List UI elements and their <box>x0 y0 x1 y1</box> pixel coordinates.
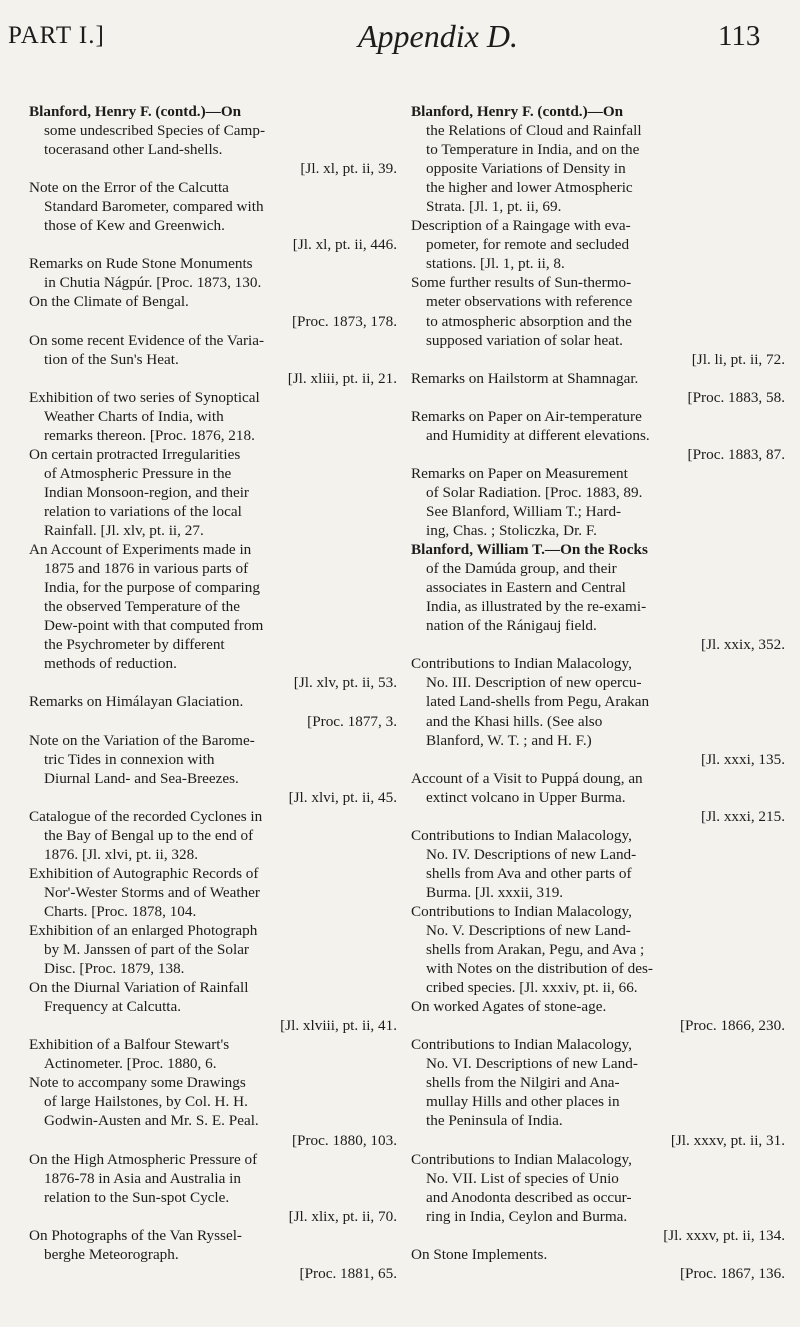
entry-line: some undescribed Species of Camp- <box>44 122 266 140</box>
bibliography-entry <box>29 1226 401 1283</box>
entry-line: remarks thereon. [Proc. 1876, 218. <box>44 426 255 444</box>
bibliography-entry <box>29 445 401 540</box>
bibliography-entry <box>29 331 401 388</box>
entry-line: berghe Meteorograph. <box>44 1245 179 1263</box>
entry-line: the observed Temperature of the <box>44 598 241 616</box>
entry-line: shells from the Nilgiri and Ana- <box>426 1074 620 1092</box>
entry-line: and Anodonta described as occur- <box>426 1188 632 1206</box>
entry-line: methods of reduction. <box>44 655 177 673</box>
bibliography-entry <box>411 216 789 273</box>
entry-line: mullay Hills and other places in <box>426 1093 620 1111</box>
entry-line: On certain protracted Irregularities <box>29 445 241 463</box>
entry-line: and Humidity at different elevations. <box>426 426 650 444</box>
bibliography-entry <box>29 1073 401 1149</box>
entry-line: tric Tides in connexion with <box>44 750 215 768</box>
entry-line: to atmospheric absorption and the <box>426 312 632 330</box>
entry-line: Actinometer. [Proc. 1880, 6. <box>44 1055 217 1073</box>
entry-line: by M. Janssen of part of the Solar <box>44 941 249 959</box>
entry-line: Exhibition of an enlarged Photograph <box>29 922 258 940</box>
entry-line: the higher and lower Atmospheric <box>426 179 633 197</box>
entry-line: On some recent Evidence of the Varia- <box>29 331 265 349</box>
entry-line: Account of a Visit to Puppá doung, an <box>411 769 643 787</box>
entry-line: No. VI. Descriptions of new Land- <box>426 1055 638 1073</box>
entry-line: No. IV. Descriptions of new Land- <box>426 845 637 863</box>
entry-line: Contributions to Indian Malacology, <box>411 902 632 920</box>
entry-line: Remarks on Paper on Air-temperature <box>411 407 642 425</box>
citation-reference: [Jl. xxix, 352. <box>701 636 785 654</box>
bibliography-entry <box>411 540 789 654</box>
entry-line: of the Damúda group, and their <box>426 560 617 578</box>
entry-line: meter observations with reference <box>426 293 633 311</box>
entry-line: On worked Agates of stone-age. <box>411 998 607 1016</box>
citation-reference: [Jl. xlix, pt. ii, 70. <box>288 1207 397 1225</box>
entry-line: 1876. [Jl. xlvi, pt. ii, 328. <box>44 845 198 863</box>
entry-line: opposite Variations of Density in <box>426 160 626 178</box>
entry-line: Standard Barometer, compared with <box>44 198 264 216</box>
left-column <box>29 102 401 1283</box>
entry-line: On the Climate of Bengal. <box>29 293 189 311</box>
citation-reference: [Jl. xlvi, pt. ii, 45. <box>288 788 397 806</box>
citation-reference: [Proc. 1881, 65. <box>299 1264 397 1282</box>
bibliography-entry <box>411 1150 789 1245</box>
bibliography-entry <box>29 540 401 692</box>
entry-line: in Chutia Nágpúr. [Proc. 1873, 130. <box>44 274 262 292</box>
bibliography-entry <box>29 731 401 807</box>
bibliography-entry <box>411 654 789 768</box>
bibliography-entry <box>29 921 401 978</box>
entry-line: No. VII. List of species of Unio <box>426 1169 619 1187</box>
citation-reference: [Jl. xxxi, 135. <box>701 750 785 768</box>
citation-reference: [Jl. xxxv, pt. ii, 134. <box>663 1226 785 1244</box>
entry-line: Note on the Error of the Calcutta <box>29 179 229 197</box>
citation-reference: [Jl. xlviii, pt. ii, 41. <box>280 1017 397 1035</box>
bibliography-entry <box>411 407 789 464</box>
bibliography-entry <box>411 1035 789 1149</box>
citation-reference: [Proc. 1880, 103. <box>291 1131 397 1149</box>
bibliography-entry <box>29 1150 401 1226</box>
entry-line: Rainfall. [Jl. xlv, pt. ii, 27. <box>44 522 204 540</box>
entry-line: 1876-78 in Asia and Australia in <box>44 1169 241 1187</box>
citation-reference: [Proc. 1877, 3. <box>307 712 397 730</box>
entry-line: relation to the Sun-spot Cycle. <box>44 1188 230 1206</box>
bibliography-entry <box>29 978 401 1035</box>
citation-reference: [Proc. 1883, 58. <box>687 388 785 406</box>
entry-line: Remarks on Rude Stone Monuments <box>29 255 253 273</box>
entry-line: India, for the purpose of comparing <box>44 579 260 597</box>
entry-line: associates in Eastern and Central <box>426 579 626 597</box>
entry-line: extinct volcano in Upper Burma. <box>426 788 626 806</box>
entry-line: Remarks on Himálayan Glaciation. <box>29 693 244 711</box>
bibliography-entry <box>411 273 789 368</box>
citation-reference: [Proc. 1873, 178. <box>291 312 397 330</box>
entry-line: India, as illustrated by the re-exami- <box>426 598 647 616</box>
entry-line: tion of the Sun's Heat. <box>44 350 179 368</box>
entry-line: Contributions to Indian Malacology, <box>411 655 632 673</box>
bibliography-entry <box>411 1245 789 1283</box>
bibliography-entry <box>29 1035 401 1073</box>
entry-line: Contributions to Indian Malacology, <box>411 1036 632 1054</box>
entry-line: Description of a Raingage with eva- <box>411 217 631 235</box>
entry-line: Contributions to Indian Malacology, <box>411 826 632 844</box>
entry-line: Exhibition of a Balfour Stewart's <box>29 1036 230 1054</box>
citation-reference: [Jl. xxxv, pt. ii, 31. <box>670 1131 785 1149</box>
citation-reference: [Jl. li, pt. ii, 72. <box>691 350 785 368</box>
right-column <box>411 102 789 1283</box>
entry-line: Diurnal Land- and Sea-Breezes. <box>44 769 239 787</box>
citation-reference: [Jl. xl, pt. ii, 39. <box>300 160 397 178</box>
bibliography-entry <box>29 254 401 292</box>
entry-line: the Bay of Bengal up to the end of <box>44 826 254 844</box>
bibliography-entry <box>411 369 789 407</box>
entry-line: of Solar Radiation. [Proc. 1883, 89. <box>426 483 643 501</box>
entry-line: Remarks on Paper on Measurement <box>411 464 628 482</box>
bibliography-entry <box>29 692 401 730</box>
entry-line: Indian Monsoon-region, and their <box>44 483 249 501</box>
entry-line: shells from Arakan, Pegu, and Ava ; <box>426 941 645 959</box>
entry-line: 1875 and 1876 in various parts of <box>44 560 249 578</box>
citation-reference: [Jl. xl, pt. ii, 446. <box>292 236 397 254</box>
entry-line: Disc. [Proc. 1879, 138. <box>44 960 185 978</box>
entry-line: those of Kew and Greenwich. <box>44 217 225 235</box>
entry-line: Strata. [Jl. 1, pt. ii, 69. <box>426 198 562 216</box>
entry-line: On Stone Implements. <box>411 1245 548 1263</box>
entry-line: the Psychrometer by different <box>44 636 225 654</box>
entry-line: Catalogue of the recorded Cyclones in <box>29 807 263 825</box>
entry-line: and the Khasi hills. (See also <box>426 712 603 730</box>
bibliography-entry <box>411 464 789 540</box>
entry-line: stations. [Jl. 1, pt. ii, 8. <box>426 255 565 273</box>
entry-line: lated Land-shells from Pegu, Arakan <box>426 693 650 711</box>
bibliography-entry <box>411 769 789 826</box>
entry-line: nation of the Ránigauj field. <box>426 617 597 635</box>
entry-line: the Peninsula of India. <box>426 1112 563 1130</box>
bibliography-entry <box>29 388 401 445</box>
entry-line: Note on the Variation of the Barome- <box>29 731 255 749</box>
bibliography-entry <box>411 826 789 902</box>
entry-line: supposed variation of solar heat. <box>426 331 623 349</box>
page-number: 113 <box>718 20 761 52</box>
citation-reference: [Jl. xliii, pt. ii, 21. <box>287 369 397 387</box>
entry-line: cribed species. [Jl. xxxiv, pt. ii, 66. <box>426 979 638 997</box>
entry-line: Note to accompany some Drawings <box>29 1074 246 1092</box>
entry-line: Weather Charts of India, with <box>44 407 224 425</box>
entry-line: of Atmospheric Pressure in the <box>44 464 232 482</box>
entry-line: Nor'-Wester Storms and of Weather <box>44 883 260 901</box>
bibliography-entry <box>29 807 401 864</box>
entry-line: Dew-point with that computed from <box>44 617 264 635</box>
running-title: Appendix D. <box>358 18 518 54</box>
entry-line: Contributions to Indian Malacology, <box>411 1150 632 1168</box>
entry-line: Charts. [Proc. 1878, 104. <box>44 902 197 920</box>
bibliography-entry <box>411 997 789 1035</box>
entry-line: Blanford, W. T. ; and H. F.) <box>426 731 592 749</box>
entry-line: the Relations of Cloud and Rainfall <box>426 122 642 140</box>
entry-line: No. III. Description of new opercu- <box>426 674 642 692</box>
entry-line: On the High Atmospheric Pressure of <box>29 1150 258 1168</box>
entry-line: ring in India, Ceylon and Burma. <box>426 1207 628 1225</box>
entry-line: No. V. Descriptions of new Land- <box>426 922 631 940</box>
entry-line: ing, Chas. ; Stoliczka, Dr. F. <box>426 522 597 540</box>
part-label: PART I.] <box>8 22 105 49</box>
citation-reference: [Jl. xxxi, 215. <box>701 807 785 825</box>
bibliography-entry <box>411 102 789 216</box>
citation-reference: [Jl. xlv, pt. ii, 53. <box>293 674 397 692</box>
bibliography-entry <box>29 292 401 330</box>
citation-reference: [Proc. 1866, 230. <box>679 1017 785 1035</box>
entry-line: Blanford, Henry F. (contd.)—On <box>29 103 242 120</box>
entry-line: On the Diurnal Variation of Rainfall <box>29 979 249 997</box>
entry-line: Some further results of Sun-thermo- <box>411 274 632 292</box>
entry-line: Frequency at Calcutta. <box>44 998 182 1016</box>
bibliography-entry <box>29 178 401 254</box>
entry-line: Godwin-Austen and Mr. S. E. Peal. <box>44 1112 259 1130</box>
entry-line: with Notes on the distribution of des- <box>426 960 653 978</box>
entry-line: See Blanford, William T.; Hard- <box>426 502 622 520</box>
citation-reference: [Proc. 1867, 136. <box>679 1264 785 1282</box>
entry-line: Burma. [Jl. xxxii, 319. <box>426 883 564 901</box>
entry-line: to Temperature in India, and on the <box>426 141 640 159</box>
bibliography-entry <box>411 902 789 997</box>
entry-line: An Account of Experiments made in <box>29 541 252 559</box>
entry-line: Blanford, Henry F. (contd.)—On <box>411 103 624 120</box>
entry-line: pometer, for remote and secluded <box>426 236 630 254</box>
bibliography-entry <box>29 864 401 921</box>
entry-line: tocerasand other Land-shells. <box>44 141 223 159</box>
entry-line: Blanford, William T.—On the Rocks <box>411 541 648 559</box>
entry-line: Remarks on Hailstorm at Shamnagar. <box>411 369 639 387</box>
entry-line: On Photographs of the Van Ryssel- <box>29 1226 242 1244</box>
entry-line: Exhibition of two series of Synoptical <box>29 388 260 406</box>
entry-line: Exhibition of Autographic Records of <box>29 864 259 882</box>
bibliography-entry <box>29 102 401 178</box>
entry-line: shells from Ava and other parts of <box>426 864 632 882</box>
citation-reference: [Proc. 1883, 87. <box>687 445 785 463</box>
entry-line: relation to variations of the local <box>44 502 242 520</box>
entry-line: of large Hailstones, by Col. H. H. <box>44 1093 248 1111</box>
